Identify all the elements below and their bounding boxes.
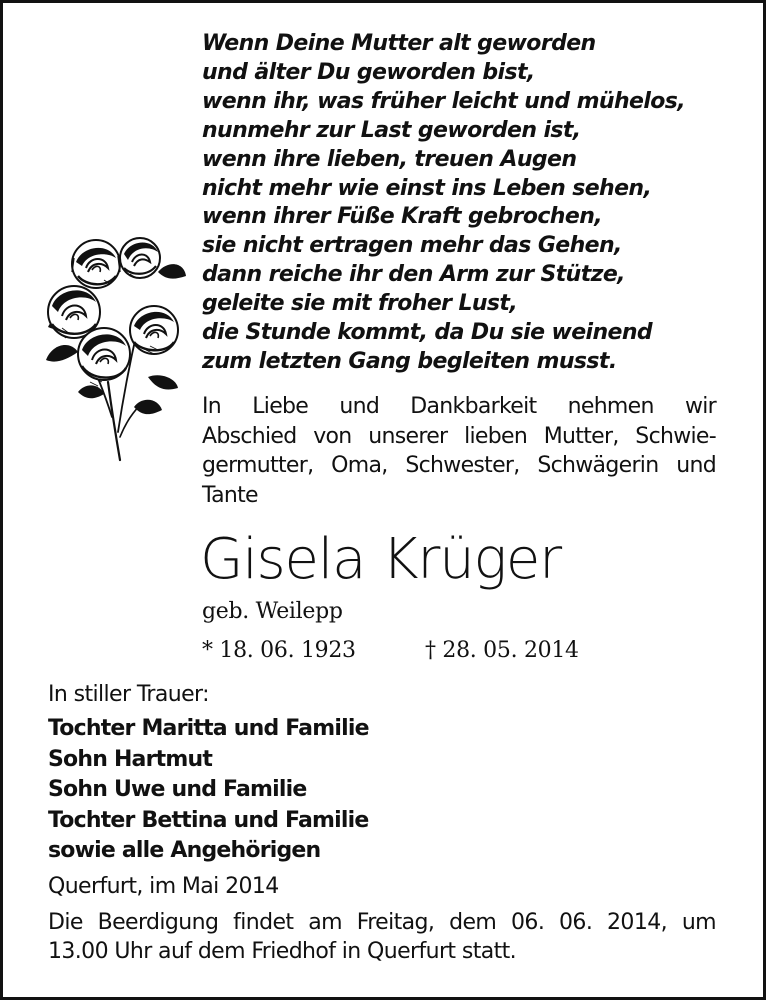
poem-line: Wenn Deine Mutter alt geworden [202,31,596,56]
birth-name: geb. Weilepp [202,599,343,624]
poem-line: dann reiche ihr den Arm zur Stütze, [202,262,625,288]
poem-line: zum letzten Gang begleiten musst. [202,348,617,374]
poem-line: wenn ihr, was früher leicht und mühelos, [202,88,686,114]
funeral-line: Die Beerdigung findet am Freitag, dem 06. 06. 2014, um [48,910,716,935]
roses-icon [38,232,188,462]
farewell-line: Abschied von unserer lieben Mutter, Schwie- [202,423,716,449]
poem-line: wenn ihrer Füße Kraft gebrochen, [202,204,603,230]
deceased-name: Gisela Krüger [200,527,561,592]
mourner: sowie alle Angehörigen [48,838,321,863]
place-date: Querfurt, im Mai 2014 [48,874,279,899]
poem-line: nicht mehr wie einst ins Leben sehen, [202,175,652,201]
mourners-list [48,714,369,867]
farewell-line: In Liebe und Dankbarkeit nehmen wir [202,394,716,419]
mourning-label: In stiller Trauer: [48,682,209,707]
life-dates [202,636,579,666]
poem-line: sie nicht ertragen mehr das Gehen, [202,233,622,259]
funeral-notice [48,908,716,966]
poem [202,30,685,377]
farewell-line: germutter, Oma, Schwester, Schwägerin und [202,453,716,478]
poem-line: die Stunde kommt, da Du sie weinend [202,320,653,346]
poem-line: und älter Du geworden bist, [202,59,535,85]
farewell-line: Tante [202,482,258,508]
mourner: Tochter Bettina und Familie [48,807,369,833]
mourner: Sohn Uwe und Familie [48,777,307,802]
poem-line: geleite sie mit froher Lust, [202,291,518,317]
poem-line: nunmehr zur Last geworden ist, [202,117,581,143]
funeral-line: 13.00 Uhr auf dem Friedhof in Querfurt statt. [48,939,517,964]
birth-date: * 18. 06. 1923 [202,638,356,663]
mourner: Sohn Hartmut [48,746,213,772]
death-date: † 28. 05. 2014 [425,638,579,663]
mourner: Tochter Maritta und Familie [48,716,369,741]
poem-line: wenn ihre lieben, treuen Augen [202,146,577,172]
farewell-text [202,392,716,510]
